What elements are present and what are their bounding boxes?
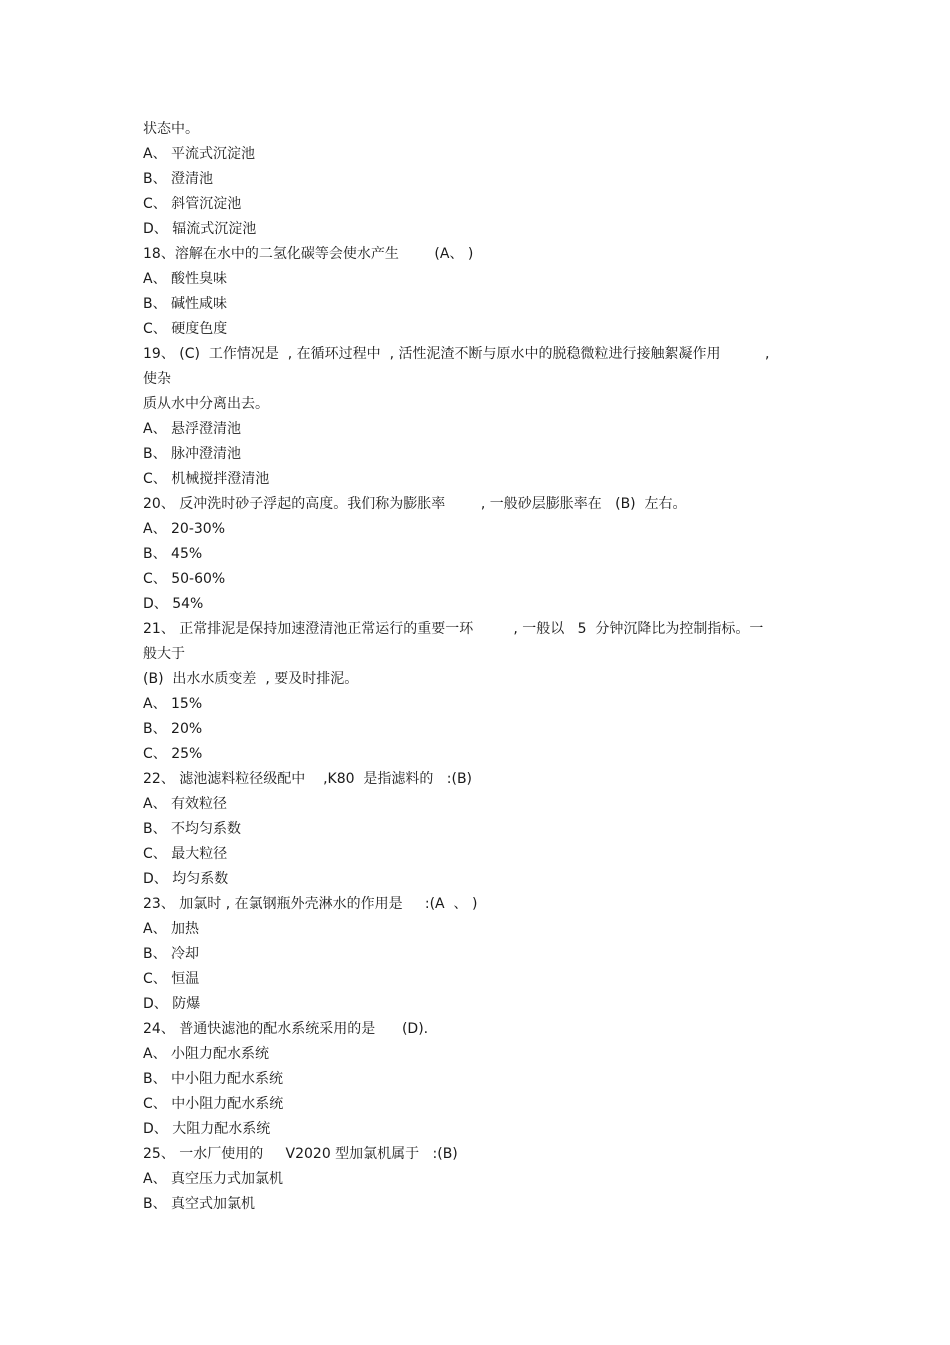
text-line: C、 50-60% [143, 571, 226, 587]
text-line: 23、 加氯时 , 在氯钢瓶外壳淋水的作用是 :(A 、 ) [143, 896, 478, 912]
text-line: A、 小阻力配水系统 [143, 1046, 270, 1062]
text-line: 20、 反冲洗时砂子浮起的高度。我们称为膨胀率 , 一般砂层膨胀率在 (B) 左右。 [143, 496, 687, 512]
text-line: B、 中小阻力配水系统 [143, 1071, 284, 1087]
text-line: D、 大阻力配水系统 [143, 1121, 271, 1137]
text-line: D、 均匀系数 [143, 871, 229, 887]
text-line: A、 15% [143, 696, 203, 712]
text-line: D、 辐流式沉淀池 [143, 221, 257, 237]
document-page [143, 117, 823, 1217]
text-line: B、 20% [143, 721, 203, 737]
text-line: 22、 滤池滤料粒径级配中 ,K80 是指滤料的 :(B) [143, 771, 473, 787]
text-line: 21、 正常排泥是保持加速澄清池正常运行的重要一环 , 一般以 5 分钟沉降比为控制指标。一 [143, 621, 764, 637]
text-line: A、 20-30% [143, 521, 226, 537]
text-line: C、 斜管沉淀池 [143, 196, 242, 212]
text-line: B、 碱性咸味 [143, 296, 228, 312]
text-line: A、 加热 [143, 921, 200, 937]
text-line: (B) 出水水质变差 , 要及时排泥。 [143, 671, 359, 687]
text-line: 19、 (C) 工作情况是 , 在循环过程中 , 活性泥渣不断与原水中的脱稳微粒进行接触絮凝作用 , [143, 346, 770, 362]
text-line: D、 54% [143, 596, 204, 612]
text-line: C、 25% [143, 746, 203, 762]
text-line: C、 恒温 [143, 971, 200, 987]
text-line: A、 悬浮澄清池 [143, 421, 242, 437]
text-line: 般大于 [143, 646, 185, 662]
text-line: A、 酸性臭味 [143, 271, 228, 287]
text-line: 使杂 [143, 371, 171, 387]
text-line: B、 真空式加氯机 [143, 1196, 256, 1212]
text-line: C、 机械搅拌澄清池 [143, 471, 270, 487]
text-line: B、 澄清池 [143, 171, 214, 187]
text-line: B、 45% [143, 546, 203, 562]
text-line: B、 冷却 [143, 946, 200, 962]
text-line: B、 脉冲澄清池 [143, 446, 242, 462]
text-line: B、 不均匀系数 [143, 821, 242, 837]
text-line: 24、 普通快滤池的配水系统采用的是 (D). [143, 1021, 429, 1037]
text-line: 状态中。 [143, 121, 199, 137]
text-line: A、 平流式沉淀池 [143, 146, 256, 162]
text-line: C、 最大粒径 [143, 846, 228, 862]
text-line: 18、溶解在水中的二氢化碳等会使水产生 (A、 ) [143, 246, 474, 262]
text-line: C、 中小阻力配水系统 [143, 1096, 284, 1112]
text-line: A、 有效粒径 [143, 796, 228, 812]
text-line: C、 硬度色度 [143, 321, 228, 337]
text-line: D、 防爆 [143, 996, 201, 1012]
text-line: A、 真空压力式加氯机 [143, 1171, 284, 1187]
text-line: 质从水中分离出去。 [143, 396, 269, 412]
text-line: 25、 一水厂使用的 V2020 型加氯机属于 :(B) [143, 1146, 458, 1162]
